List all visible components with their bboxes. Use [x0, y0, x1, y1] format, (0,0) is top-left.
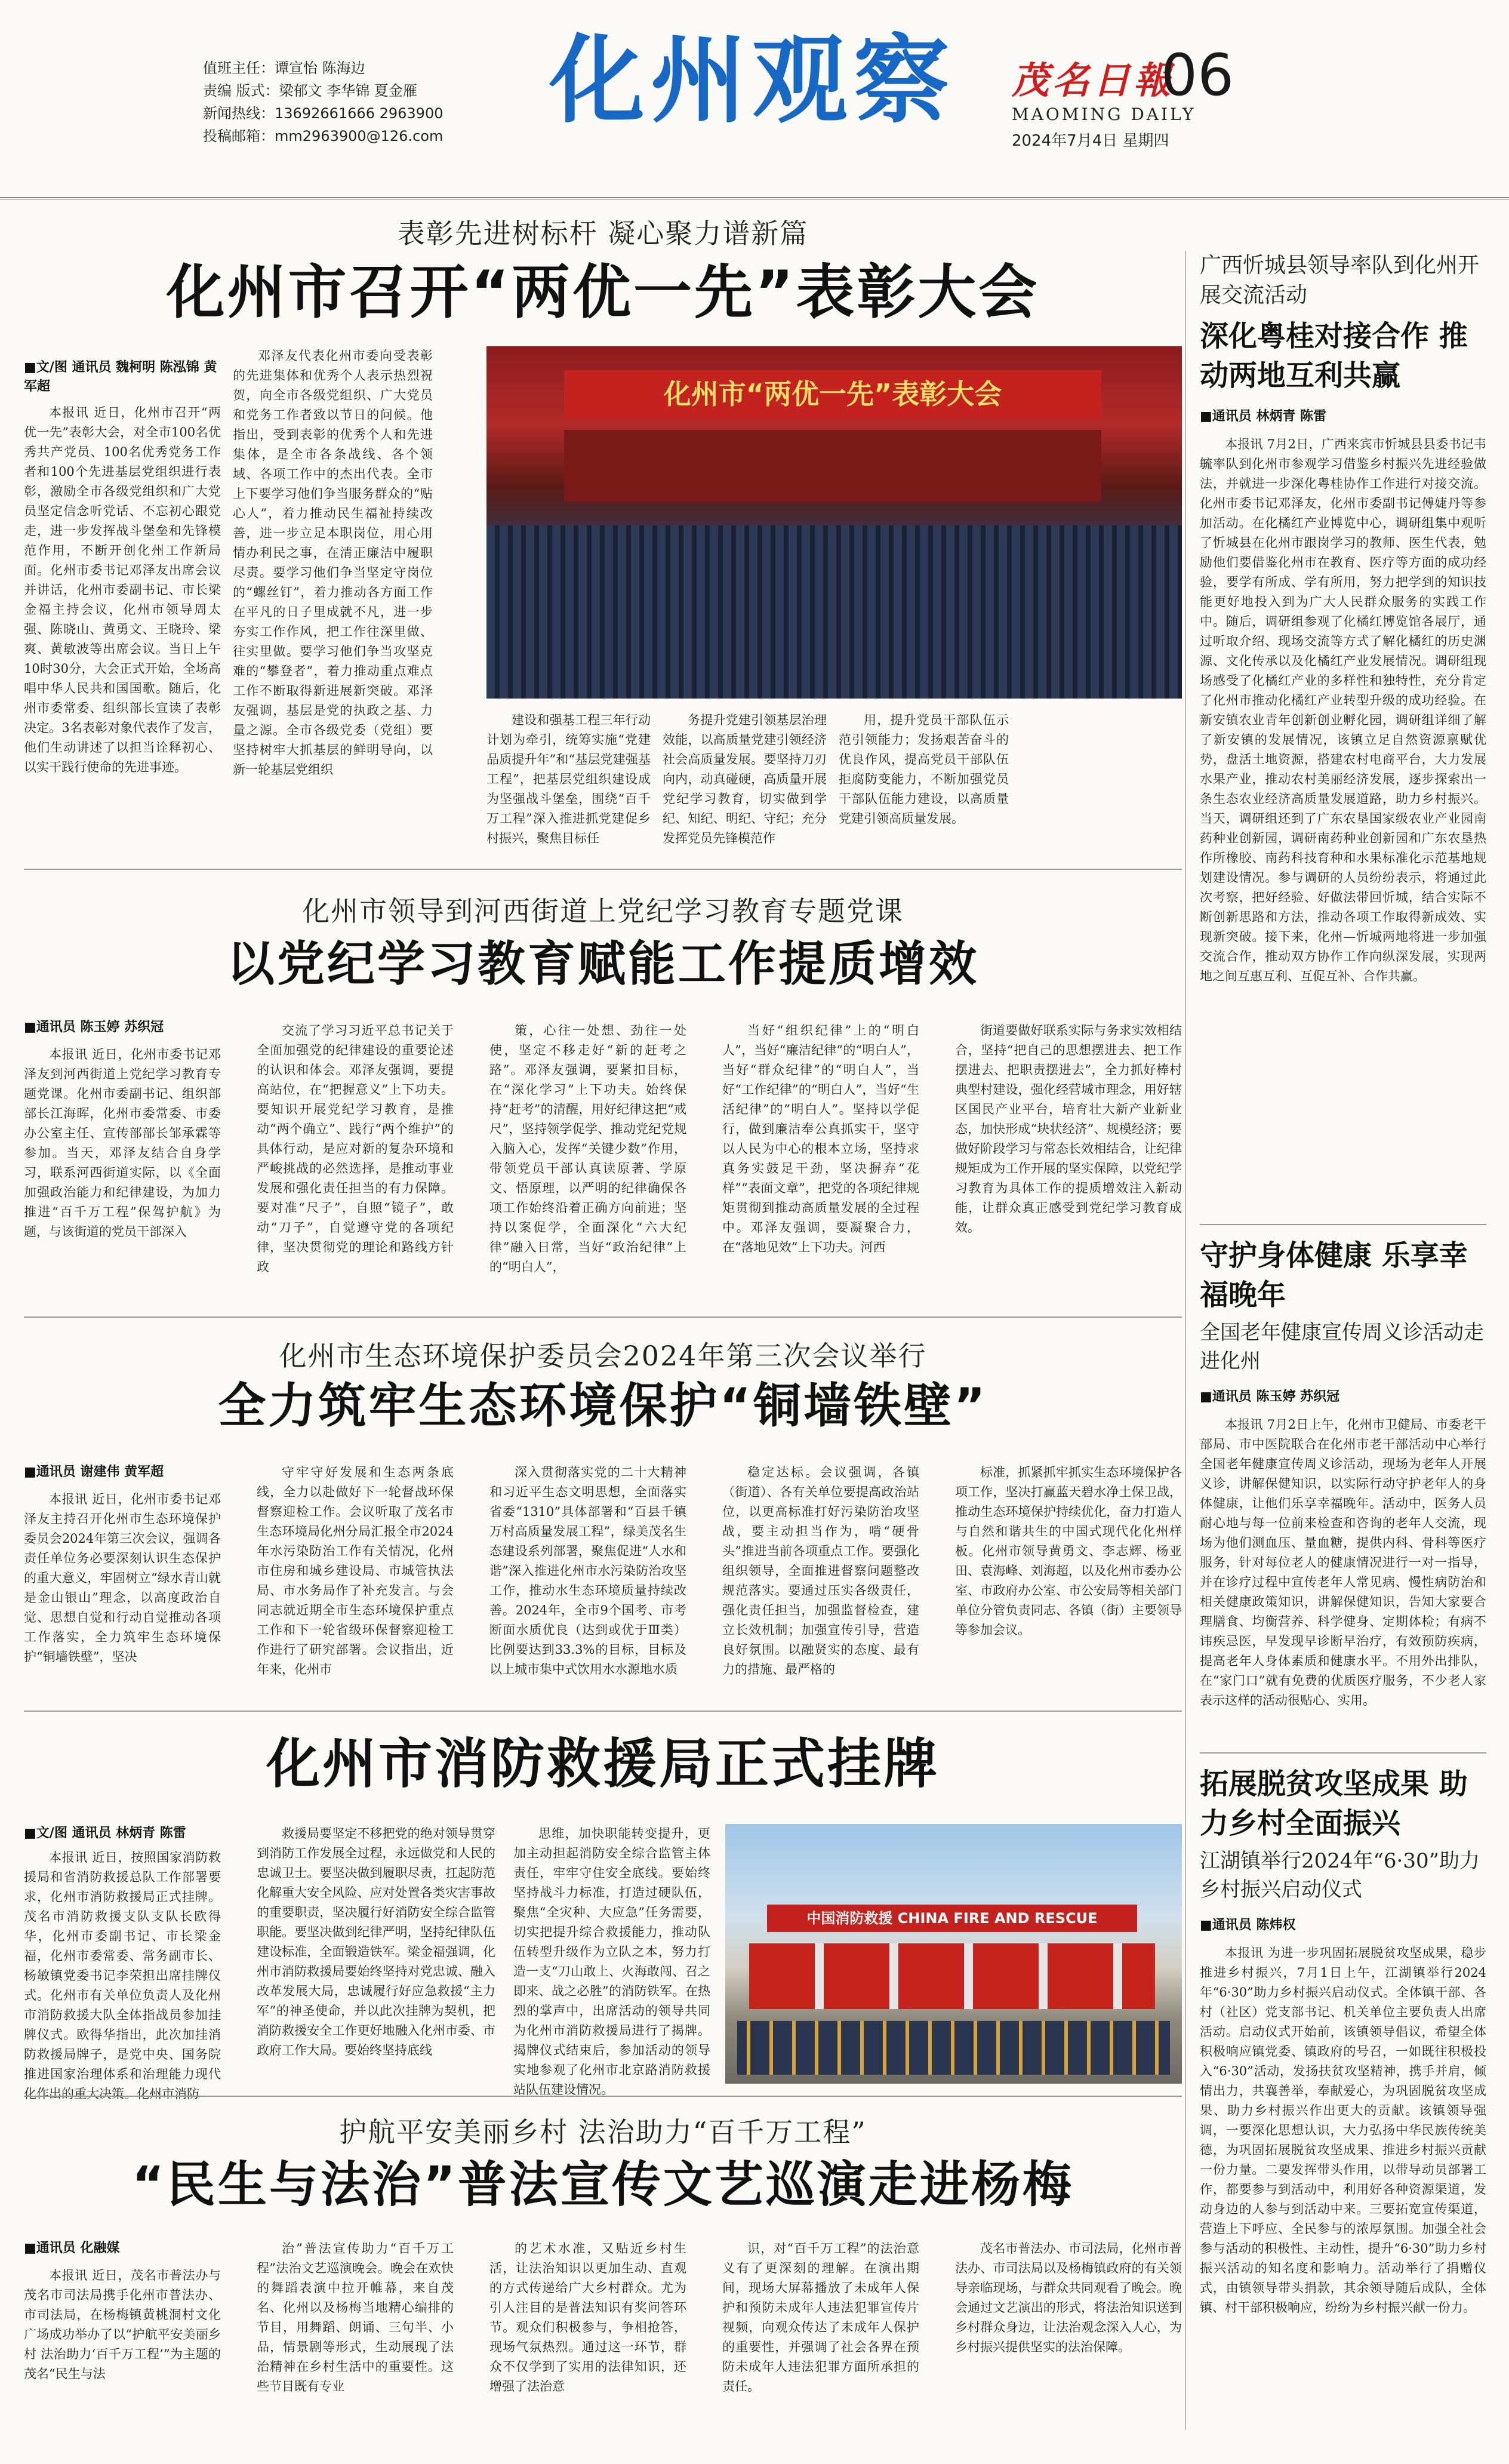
column-separator [1185, 251, 1186, 2430]
article-kicker: 护航平安美丽乡村 法治助力“百千万工程” [339, 2116, 867, 2148]
article-byline: ■文/图 通讯员 魏柯明 陈泓锦 黄军超 [24, 360, 217, 394]
article-body-col3: 策，心往一处想、劲往一处使，坚定不移走好“新的赶考之路”。邓泽友强调，要紧扣目标，在“深化学习”上下功夫。始终保持“赶考”的清醒，用好纪律这把“戒尺”，坚持领学促学、推动党纪党规入脑入心，发挥“关键少数”作用，带领党员干部认真读原著、学原文、悟原理，以严明的纪律确保各项工作始终沿着正确方向前进；坚持以案促学，全面深化“六大纪律”融入日常，当好“政治纪律”上的“明白人”， [489, 1023, 686, 1274]
photo-stage [564, 430, 1101, 502]
article-party-lecture [24, 878, 1182, 1308]
staff-line: 值班主任：谭宣怡 陈海边 [203, 60, 365, 76]
section-rule [24, 869, 1182, 870]
page-number: 06 [1161, 42, 1234, 109]
article-kicker: 化州市领导到河西街道上党纪学习教育专题党课 [302, 895, 904, 927]
article-headline: 化州市消防救援局正式挂牌 [266, 1733, 940, 1795]
sidebar-byline: ■通讯员 陈炜权 [1200, 1918, 1296, 1933]
article-body-col3: 的艺术水准，又贴近乡村生活，让法治知识以更加生动、直观的方式传递给广大乡村群众。尤为引人注目的是普法知识有奖问答环节。观众们积极参与，争相抢答，现场气氛热烈。通过这一环节，群众不仅学到了实用的法律知识，还增强了法治意 [489, 2241, 686, 2394]
article-body-col1: 本报讯 近日，化州市委书记邓泽友主持召开化州市生态环境保护委员会2024年第三次会议，强调各责任单位务必要深刻认识生态保护的重大意义，牢固树立“绿水青山就是金山银山”理念，以高度政治自觉、思想自觉和行动自觉推动各项工作落实，全力筑牢生态环境保护“铜墙铁壁”，坚决 [24, 1492, 221, 1664]
sidebar-kicker: 广西忻城县领导率队到化州开展交流活动 [1200, 253, 1480, 307]
section-rule [24, 1316, 1182, 1318]
sidebar-story-guangxi [1200, 251, 1486, 1212]
article-body-col4: 当好“组织纪律”上的“明白人”，当好“廉洁纪律”的“明白人”，当好“群众纪律”的“明白人”，当好“工作纪律”的“明白人”，当好“生活纪律”的“明白人”。坚持以学促行，做到廉洁奉公真抓实干，坚守以人民为中心的根本立场，坚持求真务实鼓足干劲，坚决摒弃“花样”“表面文章”，把党的各项纪律规矩贯彻到推动高质量发展的全过程中。邓泽友强调，要凝聚合力，在“落地见效”上下功夫。河西 [722, 1023, 919, 1254]
photo-building-sign: 中国消防救援 CHINA FIRE AND RESCUE [767, 1905, 1137, 1932]
article-body-col1: 本报讯 近日，茂名市普法办与茂名市司法局携手化州市普法办、市司法局，在杨梅镇黄桃洞村文化广场成功举办了以“护航平安美丽乡村 法治助力‘百千万工程’”为主题的茂名“民生与法 [24, 2268, 221, 2381]
article-body-col1: 本报讯 近日，化州市委书记邓泽友到河西街道上党纪学习教育专题党课。化州市委副书记、组织部部长江海晖，化州市委常委、市委办公室主任、宣传部部长邹承霖等参加。当天，邓泽友结合自身学习，联系河西街道实际，以《全面加强政治能力和纪律建设，为加力推进“百千万工程”保驾护航》为题，与该街道的党员干部深入 [24, 1047, 221, 1239]
article-headline: 化州市召开“两优一先”表彰大会 [166, 259, 1040, 327]
article-body-col3: 思维，加快职能转变提升，更加主动担起消防安全综合监管主体责任，牢牢守住安全底线。要始终坚持战斗力标准，打造过硬队伍，聚焦“全灾种、大应急”任务需要，切实把提升综合救援能力，推动队伍转型升级作为立队之本，努力打造一支“刀山敢上、火海敢闯、召之即来、战之必胜”的消防铁军。在热烈的掌声中，出席活动的领导共同为化州市消防救援局进行了揭牌。揭牌仪式结束后，参加活动的领导实地参观了化州市北京路消防救援站队伍建设情况。 [513, 1826, 710, 2097]
article-body-col2: 救援局要坚定不移把党的绝对领导贯穿到消防工作发展全过程，永远做党和人民的忠诚卫士。要坚决做到履职尽责，扛起防范化解重大安全风险、应对处置各类灾害事故的重要职责，坚决履行好消防安全综合监管职能。要坚决做到纪律严明，坚持纪律队伍建设标准，全面锻造铁军。梁金福强调，化州市消防救援局要始终坚持对党忠诚、融入改革发展大局，忠诚履行好应急救援“主力军”的神圣使命，并以此次挂牌为契机，把消防救援安全工作更好地融入化州市委、市政府工作大局。要始终坚持底线 [257, 1826, 495, 2057]
fire-station-photo [725, 1824, 1182, 2084]
article-body-col3: 建设和强基工程三年行动计划为牵引，统筹实施“党建品质提升年”和“基层党建强基工程”，把基层党组织建设成为坚强战斗堡垒，围绕“百千万工程”深入推进抓党建促乡村振兴，聚焦目标任 [486, 713, 651, 845]
article-body-col2: 交流了学习习近平总书记关于全面加强党的纪律建设的重要论述的认识和体会。邓泽友强调，要提高站位，在“把握意义”上下功夫。要知识开展党纪学习教育，是推动“两个确立”、践行“两个维护”的具体行动，是应对新的复杂环境和严峻挑战的必然选择，是推动事业发展和强化责任担当的有力保障。要对准“尺子”，自照“镜子”，敢动“刀子”，自觉遵守党的各项纪律，坚决贯彻党的理论和路线方针政 [257, 1023, 454, 1274]
sidebar-subheadline: 全国老年健康宣传周义诊活动走进化州 [1200, 1321, 1484, 1373]
sidebar-byline: ■通讯员 陈玉婷 苏织冠 [1200, 1389, 1340, 1404]
article-kicker: 化州市生态环境保护委员会2024年第三次会议举行 [279, 1340, 927, 1372]
paper-logo: 茂名日報 [1012, 59, 1175, 102]
sidebar-story-elderly-health [1200, 1236, 1486, 1743]
sidebar-headline: 守护身体健康 乐享幸福晚年 [1200, 1239, 1468, 1312]
sidebar-rule [1200, 1224, 1486, 1225]
article-headline: 全力筑牢生态环境保护“铜墙铁壁” [218, 1378, 988, 1434]
article-headline: “民生与法治”普法宣传文艺巡演走进杨梅 [132, 2157, 1074, 2213]
article-body-col2: 守牢守好发展和生态两条底线，全力以赴做好下一轮督战环保督察迎检工作。会议听取了茂名市生态环境局化州分局汇报全市2024年水污染防治工作有关情况，化州市住房和城乡建设局、市城管执法局、市水务局作了补充发言。与会同志就近期全市生态环境保护重点工作和下一轮省级环保督察迎检工作进行了研究部署。会议指出，近年来，化州市 [257, 1465, 454, 1676]
sidebar-body: 本报讯 7月2日，广西来宾市忻城县县委书记韦毓率队到化州市参观学习借鉴乡村振兴先进经验做法，并就进一步深化粤桂协作工作进行对接交流。化州市委书记邓泽友，化州市委副书记傅婕丹等参加活动。在化橘红产业博览中心，调研组集中观听了忻城县在化州市跟岗学习的教师、医生代表，勉励他们要借鉴化州市在教育、医疗等方面的成功经验，要学有所成、学有所用，努力把学到的知识技能更好地投入到为广大人民群众服务的实践工作中。随后，调研组参观了化橘红博览馆各展厅，通过听取介绍、现场交流等方式了解化橘红的历史渊源、文化传承以及化橘红产业发展情况。调研组现场感受了化橘红产业的多样性和独特性，充分肯定了化州市推动化橘红产业转型升级的成功经验。在新安镇农业青年创新创业孵化园，调研组详细了解了新安镇的发展情况，该镇立足自然资源禀赋优势，盘活土地资源，搭建农村电商平台，大力发展水果产业，推动农村美丽经济发展，逐步探索出一条生态农业经济高质量发展道路，助力乡村振兴。当天，调研组还到了广东农垦国家级农业产业园南药种业创新园，调研南药种业创新园和广东农垦热作所橡胶、南药科技育种和水果标准化示范基地规划建设情况。参与调研的人员纷纷表示，将通过此次考察，把好经验、好做法带回忻城，结合实际不断创新思路和方法，推动各项工作取得新成效、实现新突破。接下来，化州—忻城两地将进一步加强交流合作，推动双方协作工作向纵深发展，实现两地之间互惠互利、互促互补、合作共赢。 [1200, 437, 1486, 983]
article-commendation [24, 206, 1182, 863]
sidebar-byline: ■通讯员 林炳青 陈雷 [1200, 409, 1327, 424]
editorial-staff-box [203, 57, 513, 147]
article-law-performance [24, 2105, 1182, 2451]
sidebar-story-rural-revival [1200, 1764, 1486, 2451]
section-rule [24, 2096, 1182, 2097]
article-byline: ■通讯员 谢建伟 黄军超 [24, 1465, 164, 1479]
article-body-col2: 邓泽友代表化州市委向受表彰的先进集体和优秀个人表示热烈祝贺，向全市各级党组织、广大党员和党务工作者致以节日的问候。他指出，受到表彰的优秀个人和先进集体，是全市各条战线、各个领域、各项工作中的杰出代表。全市上下要学习他们争当服务群众的“贴心人”，着力推动民生福祉持续改善，进一步立足本职岗位，用心用情办利民之事，在清正廉洁中履职尽责。要学习他们争当坚定守岗位的“螺丝钉”，着力推动各方面工作在平凡的日子里成就不凡，进一步夯实工作作风，把工作往深里做、往实里做。要学习他们争当攻坚克难的“攀登者”，着力推动重点难点工作不断取得新进展新突破。邓泽友强调，基层是党的执政之基、力量之源。全市各级党委（党组）要坚持树牢大抓基层的鲜明导向，以新一轮基层党组织 [233, 349, 433, 777]
article-body-col1: 本报讯 近日，按照国家消防救援局和省消防救援总队工作部署要求，化州市消防救援局正式挂牌。茂名市消防救援支队支队长欧得华，化州市委副书记、市长梁金福，化州市委常委、常务副市长、杨敏镇党委书记李荣担出席挂牌仪式。化州市有关单位负责人及化州市消防救援大队全体指战员参加挂牌仪式。欧得华指出，此次加挂消防救援局牌子，是党中央、国务院推进国家治理体系和治理能力现代化作出的重大决策。化州市消防 [24, 1850, 221, 2101]
article-fire-rescue [24, 1719, 1182, 2101]
article-body-col2: 治”普法宣传助力“百千万工程”法治文艺巡演晚会。晚会在欢快的舞蹈表演中拉开帷幕，来自茂名、化州以及杨梅当地精心编排的节目，用舞蹈、朗诵、三句半、小品，情景剧等形式，生动展现了法治精神在乡村生活中的重要性。这些节目既有专业 [257, 2241, 454, 2394]
issue-date: 2024年7月4日 星期四 [1012, 132, 1169, 150]
article-byline: ■通讯员 陈玉婷 苏织冠 [24, 1020, 164, 1035]
sidebar-headline: 深化粤桂对接合作 推动两地互利共赢 [1200, 319, 1468, 392]
meeting-photo [486, 346, 1182, 699]
photo-audience [486, 525, 1182, 699]
sidebar-headline: 拓展脱贫攻坚成果 助力乡村全面振兴 [1200, 1767, 1468, 1840]
masthead-rule [0, 197, 1509, 199]
sidebar-body: 本报讯 为进一步巩固拓展脱贫攻坚成果，稳步推进乡村振兴，7月1日上午，江湖镇举行2024年“6·30”助力乡村振兴启动仪式。全体镇干部、各村（社区）党支部书记、机关单位主要负责人出席活动。启动仪式开始前，该镇领导倡议，希望全体积极响应镇党委、镇政府的号召，一如既往积极投入“6·30”活动，发扬扶贫攻坚精神，携手并肩，倾情出力，共襄善举，奉献爱心，为巩固脱贫攻坚成果、助力乡村振兴作出更大的贡献。该镇领导强调，一要深化思想认识，大力弘扬中华民族传统美德，为巩固拓展脱贫攻坚成果、推进乡村振兴贡献一份力量。二要发挥带头作用，以带导动员部署工作，都要参与到活动中，利用好各种资源渠道，发动身边的人参与到活动中来。三要拓宽宣传渠道，营造上下呼应、全民参与的浓厚氛围。加强全社会参与活动的积极性、主动性，提升“6·30”助力乡村振兴活动的知名度和影响力。活动举行了捐赠仪式，由镇领导带头捐款，其余领导随后成队，全体镇、村干部积极响应，纷纷为乡村振兴献一份力。 [1200, 1946, 1486, 2315]
article-kicker: 表彰先进树标杆 凝心聚力谱新篇 [397, 217, 809, 250]
sidebar-body: 本报讯 7月2日上午，化州市卫健局、市委老干部局、市中医院联合在化州市老干部活动中心举行全国老年健康宣传周义诊活动，现场为老年人开展义诊，讲解保健知识，以实际行动守护老年人的身体健康，让他们乐享幸福晚年。活动中，医务人员耐心地与每一位前来检查和咨询的老年人交流，现场为他们测血压、量血糖，提供内科、骨科等医疗服务，针对每位老人的健康情况进行一对一指导，并在诊疗过程中宣传老年人常见病、慢性病防治和相关健康政策知识，讲解保健知识，告知大家要合理膳食、均衡营养、科学健身、定期体检；有病不讳疾忌医，早发现早诊断早治疗，有效预防疾病，提高老年人身体素质和健康水平。不用外出排队，在“家门口”就有免费的优质医疗服务，不少老人家表示这样的活动很贴心、实用。 [1200, 1417, 1486, 1708]
staff-line: 投稿邮箱：mm2963900@126.com [203, 128, 444, 144]
section-title: 化州观察 [549, 24, 956, 136]
article-body-col3: 深入贯彻落实党的二十大精神和习近平生态文明思想，全面落实省委“1310”具体部署和“百县千镇万村高质量发展工程”，绿美茂名生态建设系列部署，聚焦促进“人水和谐”深入推进化州市水污染防治攻坚工作，推动水生态环境质量持续改善。2024年，全市9个国考、市考断面水质优良（达到或优于Ⅲ类）比例要达到33.3%的目标，目标及以上城市集中式饮用水水源地水质 [489, 1465, 686, 1676]
article-body-col4: 稳定达标。会议强调，各镇（街道）、各有关单位要提高政治站位，以更高标准打好污染防治攻坚战，要主动担当作为，啃“硬骨头”推进当前各项重点工作。要强化组织领导，全面推进督察问题整改规范落实。要通过压实各级责任，强化责任担当，加强监督检查，建立长效机制；加强宣传引导，营造良好氛围。以融贤实的态度、最有力的措施、最严格的 [722, 1465, 919, 1676]
photo-fire-trucks [749, 1943, 1155, 2009]
article-body-col5: 茂名市普法办、市司法局，化州市普法办、市司法局以及杨梅镇政府的有关领导亲临现场，与群众共同观看了晚会。晚会通过文艺演出的形式，将法治知识送到乡村群众身边，让法治观念深入人心，为乡村振兴提供坚实的法治保障。 [955, 2241, 1182, 2354]
staff-line: 责编 版式：梁郁文 李华锦 夏金雁 [203, 82, 417, 99]
photo-stage-banner: 化州市“两优一先”表彰大会 [564, 370, 1101, 418]
article-body-col1: 本报讯 近日，化州市召开“两优一先”表彰大会，对全市100名优秀共产党员、100名优秀党务工作者和100个先进基层党组织进行表彰，激励全市各级党组织和广大党员坚定信念听党话、不忘初心跟党走，进一步发挥战斗堡垒和先锋模范作用，不断开创化州工作新局面。化州市委书记邓泽友出席会议并讲话，化州市委副书记、市长梁金福主持会议，化州市领导周太强、陈晓山、黄勇文、王晓玲、梁爽、黄敏波等出席会议。当日上午10时30分，大会正式开始，全场高唱中华人民共和国国歌。随后，化州市委常委、组织部长宣读了表彰决定。3名表彰对象代表作了发言，他们生动讲述了以担当诠释初心、以实干践行使命的先进事迹。 [24, 405, 221, 774]
article-body-col4: 务提升党建引领基层治理效能，以高质量党建引领经济社会高质量发展。要坚持刀刃向内，动真碰硬，高质量开展党纪学习教育，切实做到学纪、知纪、明纪、守纪；充分发挥党员先锋模范作 [663, 713, 827, 845]
sidebar-rule [1200, 1752, 1486, 1754]
staff-line: 新闻热线：13692661666 2963900 [203, 105, 444, 122]
photo-firefighters [737, 2021, 1170, 2075]
section-rule [24, 1711, 1182, 1712]
paper-english-name: MAOMING DAILY [1012, 104, 1196, 124]
masthead [0, 0, 1509, 149]
article-eco-protection [24, 1325, 1182, 1702]
article-body-col5: 街道要做好联系实际与务求实效相结合，坚持“把自己的思想摆进去、把工作摆进去、把职责摆进去”，全力抓好棒村典型村建设，强化经营城市理念，用好辖区国民产业平台，培育壮大新产业新业态，加快形成“块状经济”、规模经济；要做好阶段学习与常态长效相结合，让纪律规矩成为工作开展的坚实保障，以党纪学习教育为具体工作的提质增效注入新动能，让群众真正感受到党纪学习教育成效。 [955, 1023, 1182, 1235]
article-body-col4: 识，对“百千万工程”的法治意义有了更深刻的理解。在演出期间，现场大屏幕播放了未成年人保护和预防未成年人违法犯罪宣传片视频，向观众传达了未成年人保护的重要性，并强调了社会各界在预防未成年人违法犯罪方面所承担的责任。 [722, 2241, 919, 2394]
article-byline: ■文/图 通讯员 林炳青 陈雷 [24, 1826, 186, 1841]
article-body-col5: 用，提升党员干部队伍示范引领能力；发扬艰苦奋斗的优良作风，提高党员干部队伍拒腐防变能力，不断加强党员干部队伍能力建设，以高质量党建引领高质量发展。 [839, 713, 1009, 826]
sidebar-subheadline: 江湖镇举行2024年“6·30”助力乡村振兴启动仪式 [1200, 1849, 1480, 1902]
article-headline: 以党纪学习教育赋能工作提质增效 [227, 936, 979, 992]
article-body-col5: 标准，抓紧抓牢抓实生态环境保护各项工作，坚决打赢蓝天碧水净土保卫战，推动生态环境保护持续优化，奋力打造人与自然和谐共生的中国式现代化化州样板。化州市领导黄勇文、李志辉、杨亚田、袁海峰、刘海超，以及化州市委办公室、市政府办公室、市公安局等相关部门单位分管负责同志、各镇（街）主要领导等参加会议。 [955, 1465, 1182, 1637]
article-byline: ■通讯员 化融媒 [24, 2241, 120, 2256]
